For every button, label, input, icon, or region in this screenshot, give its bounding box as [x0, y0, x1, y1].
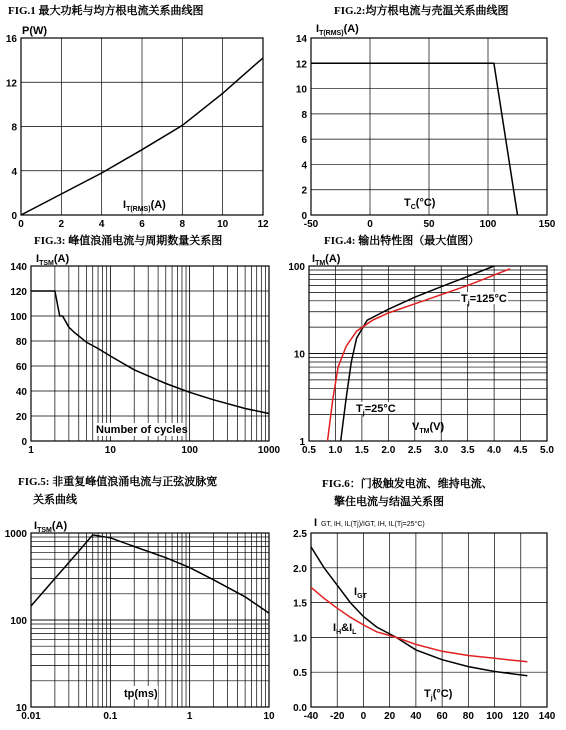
y-axis-label-text: GT, IH, IL(Tj)/IGT, IH, IL(Tj=25°C) [321, 521, 425, 528]
x-tick-label: 6 [139, 219, 145, 230]
x-tick-label: 0 [18, 219, 24, 230]
x-tick-label: 150 [538, 219, 556, 230]
y-tick-label: 0.0 [293, 703, 307, 714]
fig5-chart [5, 474, 275, 722]
y-tick-label: 4 [301, 160, 307, 172]
y-tick-label: 8 [11, 122, 17, 134]
x-tick-label: 4.5 [513, 445, 528, 456]
y-tick-label: 12 [295, 59, 307, 71]
y-tick-label: 40 [15, 387, 27, 398]
fig4-chart [288, 233, 554, 456]
y-tick-label: 0 [11, 211, 17, 222]
y-axis-label: $I_{TSM}(A)$ [34, 520, 68, 534]
y-tick-label: 16 [5, 34, 17, 45]
x-tick-label: 4 [98, 219, 105, 230]
y-axis-label: $I_{T(RMS)}(A)$ [316, 23, 359, 37]
y-tick-label: 10 [295, 84, 307, 96]
annotation-label: $I_{GT}$ [354, 586, 367, 600]
y-tick-label: 1000 [4, 529, 27, 540]
y-tick-label: 2.0 [293, 563, 307, 575]
y-tick-label: 8 [301, 109, 307, 121]
x-tick-label: 50 [423, 219, 435, 230]
y-tick-label: 0 [301, 211, 307, 222]
y-tick-label: 4 [11, 166, 17, 178]
series-line [31, 291, 269, 414]
x-tick-label: 2 [58, 219, 65, 230]
y-tick-label: 100 [288, 262, 305, 273]
chart-title-line: FIG.5: 非重复峰值浪涌电流与正弦波脉宽 [18, 476, 218, 488]
y-axis-label: P(W) [22, 25, 48, 37]
y-tick-label: 60 [15, 362, 27, 373]
grid [311, 38, 547, 215]
x-tick-label: 10 [263, 711, 275, 722]
annotation-label: $I_H\&I_L$ [333, 622, 357, 636]
chart-title-line: FIG.6：门极触发电流、维持电流、 [322, 478, 493, 490]
y-tick-label: 100 [10, 616, 27, 627]
y-tick-label: 10 [293, 349, 305, 361]
fig1-chart [6, 3, 269, 230]
y-tick-label: 2 [301, 185, 307, 197]
fig2-chart [296, 3, 556, 230]
x-tick-label: 0.01 [21, 711, 41, 722]
x-axis-label: $I_{T(RMS)}(A)$ [123, 199, 166, 213]
plot-frame [311, 533, 547, 707]
y-tick-label: 0.5 [293, 668, 307, 680]
x-tick-label: 8 [179, 219, 186, 230]
y-axis-label: $I_{TM}(A)$ [312, 253, 341, 267]
x-tick-label: 1000 [257, 445, 281, 456]
chart-title-line: 擎住电流与结温关系图 [334, 496, 444, 508]
x-tick-label: 5.0 [540, 445, 554, 456]
x-tick-label: 1.0 [328, 445, 343, 456]
x-tick-label: 1 [186, 711, 193, 722]
chart-title-line: 关系曲线 [33, 494, 77, 506]
x-tick-label: 100 [486, 711, 503, 722]
x-tick-label: 1 [28, 445, 34, 456]
x-tick-label: 12 [257, 219, 269, 230]
x-tick-label: 20 [384, 711, 396, 722]
x-tick-label: -50 [303, 219, 319, 230]
chart-title: FIG.3: 峰值浪涌电流与周期数量关系图 [34, 235, 223, 247]
x-tick-label: 120 [512, 711, 530, 722]
y-tick-label: 80 [15, 337, 27, 348]
y-tick-label: 100 [10, 312, 27, 323]
fig6-chart [293, 476, 556, 722]
y-tick-label: 120 [10, 287, 27, 298]
x-axis-label: tp(ms) [124, 688, 158, 700]
x-axis-label: $V_{TM}(V)$ [412, 421, 445, 435]
x-tick-label: 10 [217, 219, 229, 230]
x-tick-label: 0.5 [302, 445, 316, 456]
x-tick-label: 0.1 [103, 711, 118, 722]
chart-title: FIG.2:均方根电流与壳温关系曲线图 [334, 5, 509, 17]
x-tick-label: 100 [479, 219, 497, 230]
y-tick-label: 1 [299, 437, 305, 448]
annotation-label: $T_j=25^\circ C$ [356, 403, 396, 417]
x-tick-label: 0 [360, 711, 367, 722]
x-tick-label: -20 [329, 711, 345, 722]
x-tick-label: 4.0 [487, 445, 502, 456]
chart-title: FIG.1 最大功耗与均方根电流关系曲线图 [8, 5, 204, 17]
chart-title: FIG.4: 输出特性图（最大值图） [324, 235, 480, 247]
grid [31, 533, 269, 707]
x-tick-label: 60 [436, 711, 448, 722]
x-axis-label: $T_C(^\circ C)$ [404, 197, 436, 211]
y-tick-label: 10 [15, 703, 27, 714]
x-tick-label: 140 [538, 711, 556, 722]
y-tick-label: 0 [21, 437, 27, 448]
x-tick-label: 2.0 [381, 445, 396, 456]
y-tick-label: 140 [10, 262, 27, 273]
x-tick-label: -40 [303, 711, 319, 722]
y-tick-label: 1.0 [293, 633, 307, 645]
grid [31, 266, 269, 441]
x-tick-label: 2.5 [407, 445, 422, 456]
annotation-label: $T_j=125^\circ C$ [461, 293, 507, 307]
y-tick-label: 6 [301, 135, 307, 147]
x-tick-label: 3.0 [434, 445, 449, 456]
grid [311, 533, 547, 707]
y-tick-label: 1.5 [293, 598, 307, 610]
x-axis-label: Number of cycles [96, 424, 188, 436]
x-axis-label: $T_j(^\circ C)$ [424, 688, 453, 702]
x-tick-label: 3.5 [460, 445, 475, 456]
x-tick-label: 0 [367, 219, 373, 230]
grid [21, 38, 263, 215]
x-tick-label: 40 [410, 711, 422, 722]
y-tick-label: 14 [295, 34, 307, 45]
fig3-chart [10, 233, 280, 456]
y-tick-label: 20 [15, 412, 27, 423]
y-axis-label: $I_{TSM}(A)$ [36, 253, 70, 267]
y-axis-label: I [314, 517, 318, 529]
x-tick-label: 1.5 [354, 445, 369, 456]
y-tick-label: 2.5 [293, 529, 307, 540]
x-tick-label: 80 [462, 711, 474, 722]
x-tick-label: 100 [181, 445, 199, 456]
x-tick-label: 10 [104, 445, 116, 456]
y-tick-label: 12 [5, 78, 17, 90]
plot-frame [31, 266, 269, 441]
